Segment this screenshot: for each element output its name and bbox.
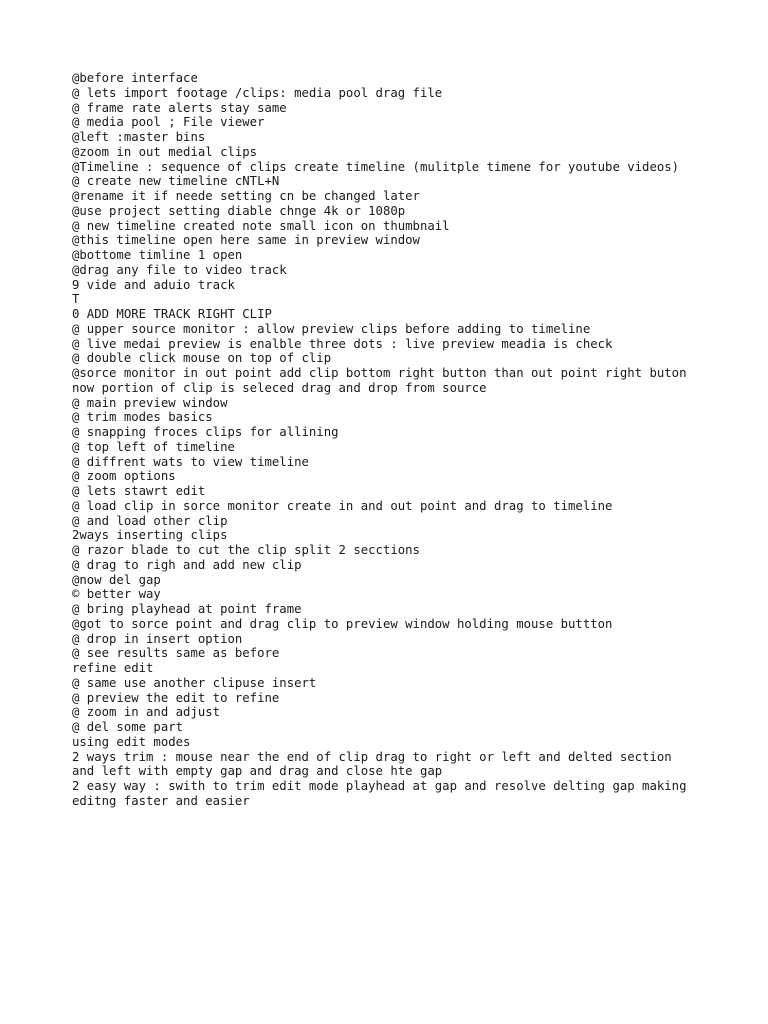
text-line-23: @ main preview window bbox=[72, 395, 228, 410]
text-line-3: @ frame rate alerts stay same bbox=[72, 100, 287, 115]
text-line-39: @ drop in insert option bbox=[72, 631, 243, 646]
text-line-2: @ lets import footage /clips: media pool drag file bbox=[72, 85, 443, 100]
text-line-19: @ live medai preview is enalble three dots : live preview meadia is check bbox=[72, 336, 613, 351]
text-line-33: @ razor blade to cut the clip split 2 secctions bbox=[72, 543, 420, 557]
text-line-32: 2ways inserting clips bbox=[72, 528, 228, 543]
text-line-17: 0 ADD MORE TRACK RIGHT CLIP bbox=[72, 307, 272, 321]
text-line-40: @ see results same as before bbox=[72, 646, 280, 661]
text-line-34: @ drag to righ and add new clip bbox=[72, 557, 302, 572]
text-line-5: @left :master bins bbox=[72, 130, 206, 144]
text-line-24: @ trim modes basics bbox=[72, 410, 213, 425]
text-line-12: @this timeline open here same in preview window bbox=[72, 233, 420, 248]
text-line-50: editng faster and easier bbox=[72, 793, 250, 808]
text-line-7: @Timeline : sequence of clips create timeline (mulitple timene for youtube videos) bbox=[72, 159, 680, 174]
text-line-22: now portion of clip is seleced drag and drop from source bbox=[72, 380, 487, 395]
text-line-21: @sorce monitor in out point add clip bottom right button than out point right buton bbox=[72, 366, 687, 380]
text-line-43: @ preview the edit to refine bbox=[72, 690, 280, 705]
text-line-13: @bottome timline 1 open bbox=[72, 248, 243, 262]
text-line-9: @rename it if neede setting cn be changed later bbox=[72, 189, 420, 203]
text-line-15: 9 vide and aduio track bbox=[72, 277, 235, 292]
text-line-1: @before interface bbox=[72, 71, 198, 85]
text-line-31: @ and load other clip bbox=[72, 513, 228, 528]
text-line-26: @ top left of timeline bbox=[72, 439, 235, 454]
text-line-8: @ create new timeline cNTL+N bbox=[72, 174, 280, 189]
text-line-20: @ double click mouse on top of clip bbox=[72, 351, 332, 366]
text-line-6: @zoom in out medial clips bbox=[72, 144, 258, 159]
text-line-38: @got to sorce point and drag clip to preview window holding mouse buttton bbox=[72, 616, 613, 631]
text-line-29: @ lets stawrt edit bbox=[72, 484, 206, 498]
text-line-48: and left with empty gap and drag and close hte gap bbox=[72, 764, 443, 779]
text-line-44: @ zoom in and adjust bbox=[72, 705, 221, 720]
text-line-28: @ zoom options bbox=[72, 469, 176, 484]
text-line-35: @now del gap bbox=[72, 572, 161, 587]
text-line-36: © better way bbox=[72, 587, 161, 602]
text-line-45: @ del some part bbox=[72, 720, 184, 734]
text-line-10: @use project setting diable chnge 4k or 1080p bbox=[72, 203, 406, 218]
text-line-41: refine edit bbox=[72, 661, 154, 675]
text-line-47: 2 ways trim : mouse near the end of clip drag to right or left and delted section bbox=[72, 749, 672, 764]
text-line-30: @ load clip in sorce monitor create in and out point and drag to timeline bbox=[72, 498, 613, 513]
text-line-37: @ bring playhead at point frame bbox=[72, 602, 302, 616]
text-line-11: @ new timeline created note small icon on thumbnail bbox=[72, 218, 450, 233]
text-line-42: @ same use another clipuse insert bbox=[72, 675, 317, 690]
document-page bbox=[72, 71, 752, 809]
text-line-25: @ snapping froces clips for allining bbox=[72, 425, 339, 439]
text-line-4: @ media pool ; File viewer bbox=[72, 115, 265, 130]
text-line-27: @ diffrent wats to view timeline bbox=[72, 454, 309, 469]
text-line-16: T bbox=[72, 292, 80, 307]
text-line-14: @drag any file to video track bbox=[72, 262, 287, 277]
text-line-46: using edit modes bbox=[72, 734, 191, 749]
text-line-18: @ upper source monitor : allow preview clips before adding to timeline bbox=[72, 321, 591, 336]
text-line-49: 2 easy way : swith to trim edit mode playhead at gap and resolve delting gap making bbox=[72, 779, 687, 793]
